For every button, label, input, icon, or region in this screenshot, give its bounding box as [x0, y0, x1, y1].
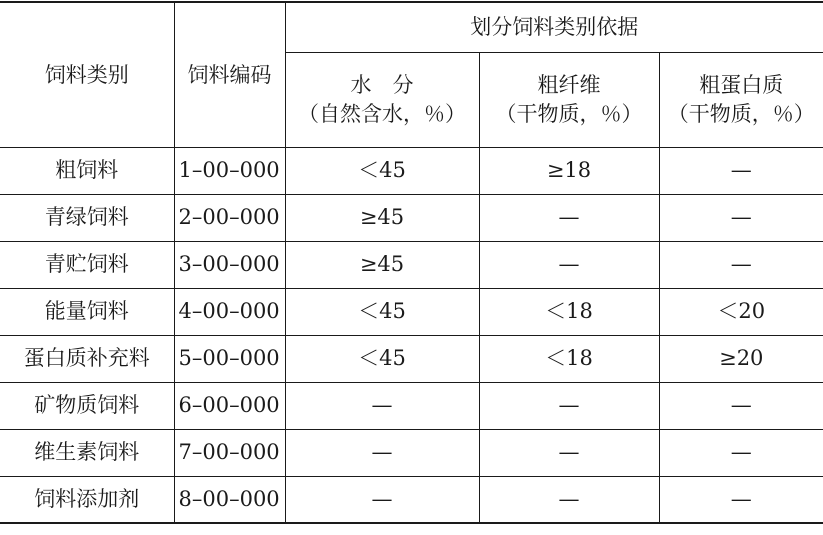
header-protein: [659, 52, 823, 147]
table: [0, 1, 823, 524]
table-row: [0, 288, 823, 335]
table-row: [0, 335, 823, 382]
feed-classification-table: [0, 1, 823, 532]
header-fiber-name: 粗纤维: [537, 73, 601, 98]
table-row: [0, 194, 823, 241]
cell-protein: —: [659, 194, 823, 241]
table-row: [0, 476, 823, 523]
table-row: [0, 241, 823, 288]
cell-fiber: ＜18: [479, 335, 659, 382]
cell-code: 8–00–000: [174, 476, 285, 523]
cell-fiber: —: [479, 429, 659, 476]
cell-fiber: ≥18: [479, 147, 659, 194]
table-row: [0, 147, 823, 194]
cell-category: 维生素饲料: [0, 429, 174, 476]
header-fiber-unit: （干物质，％）: [495, 101, 643, 126]
table-row: [0, 429, 823, 476]
cell-category: 青贮饲料: [0, 241, 174, 288]
cell-category: 粗饲料: [0, 147, 174, 194]
cell-fiber: ＜18: [479, 288, 659, 335]
header-protein-name: 粗蛋白质: [699, 73, 784, 98]
header-fiber: [479, 52, 659, 147]
cell-water: ≥45: [285, 241, 479, 288]
cell-category: 饲料添加剂: [0, 476, 174, 523]
cell-protein: ＜20: [659, 288, 823, 335]
cell-water: —: [285, 382, 479, 429]
cell-water: —: [285, 429, 479, 476]
cell-category: 能量饲料: [0, 288, 174, 335]
header-code: 饲料编码: [174, 2, 285, 147]
cell-protein: ≥20: [659, 335, 823, 382]
header-water: [285, 52, 479, 147]
cell-category: 蛋白质补充料: [0, 335, 174, 382]
cell-water: ＜45: [285, 147, 479, 194]
cell-code: 6–00–000: [174, 382, 285, 429]
cell-protein: —: [659, 241, 823, 288]
header-water-unit: （自然含水，％）: [298, 101, 466, 126]
cell-category: 青绿饲料: [0, 194, 174, 241]
table-row: [0, 382, 823, 429]
header-protein-unit: （干物质，％）: [667, 101, 815, 126]
cell-code: 7–00–000: [174, 429, 285, 476]
cell-protein: —: [659, 382, 823, 429]
cell-protein: —: [659, 147, 823, 194]
cell-code: 4–00–000: [174, 288, 285, 335]
header-category: 饲料类别: [0, 2, 174, 147]
cell-code: 5–00–000: [174, 335, 285, 382]
header-criteria: 划分饲料类别依据: [285, 2, 823, 52]
cell-water: ＜45: [285, 288, 479, 335]
cell-fiber: —: [479, 241, 659, 288]
header-water-name: 水 分: [350, 73, 414, 98]
cell-water: —: [285, 476, 479, 523]
cell-protein: —: [659, 429, 823, 476]
cell-fiber: —: [479, 382, 659, 429]
cell-category: 矿物质饲料: [0, 382, 174, 429]
cell-code: 3–00–000: [174, 241, 285, 288]
cell-protein: —: [659, 476, 823, 523]
cell-fiber: —: [479, 476, 659, 523]
cell-water: ＜45: [285, 335, 479, 382]
cell-water: ≥45: [285, 194, 479, 241]
cell-code: 2–00–000: [174, 194, 285, 241]
cell-code: 1–00–000: [174, 147, 285, 194]
cell-fiber: —: [479, 194, 659, 241]
